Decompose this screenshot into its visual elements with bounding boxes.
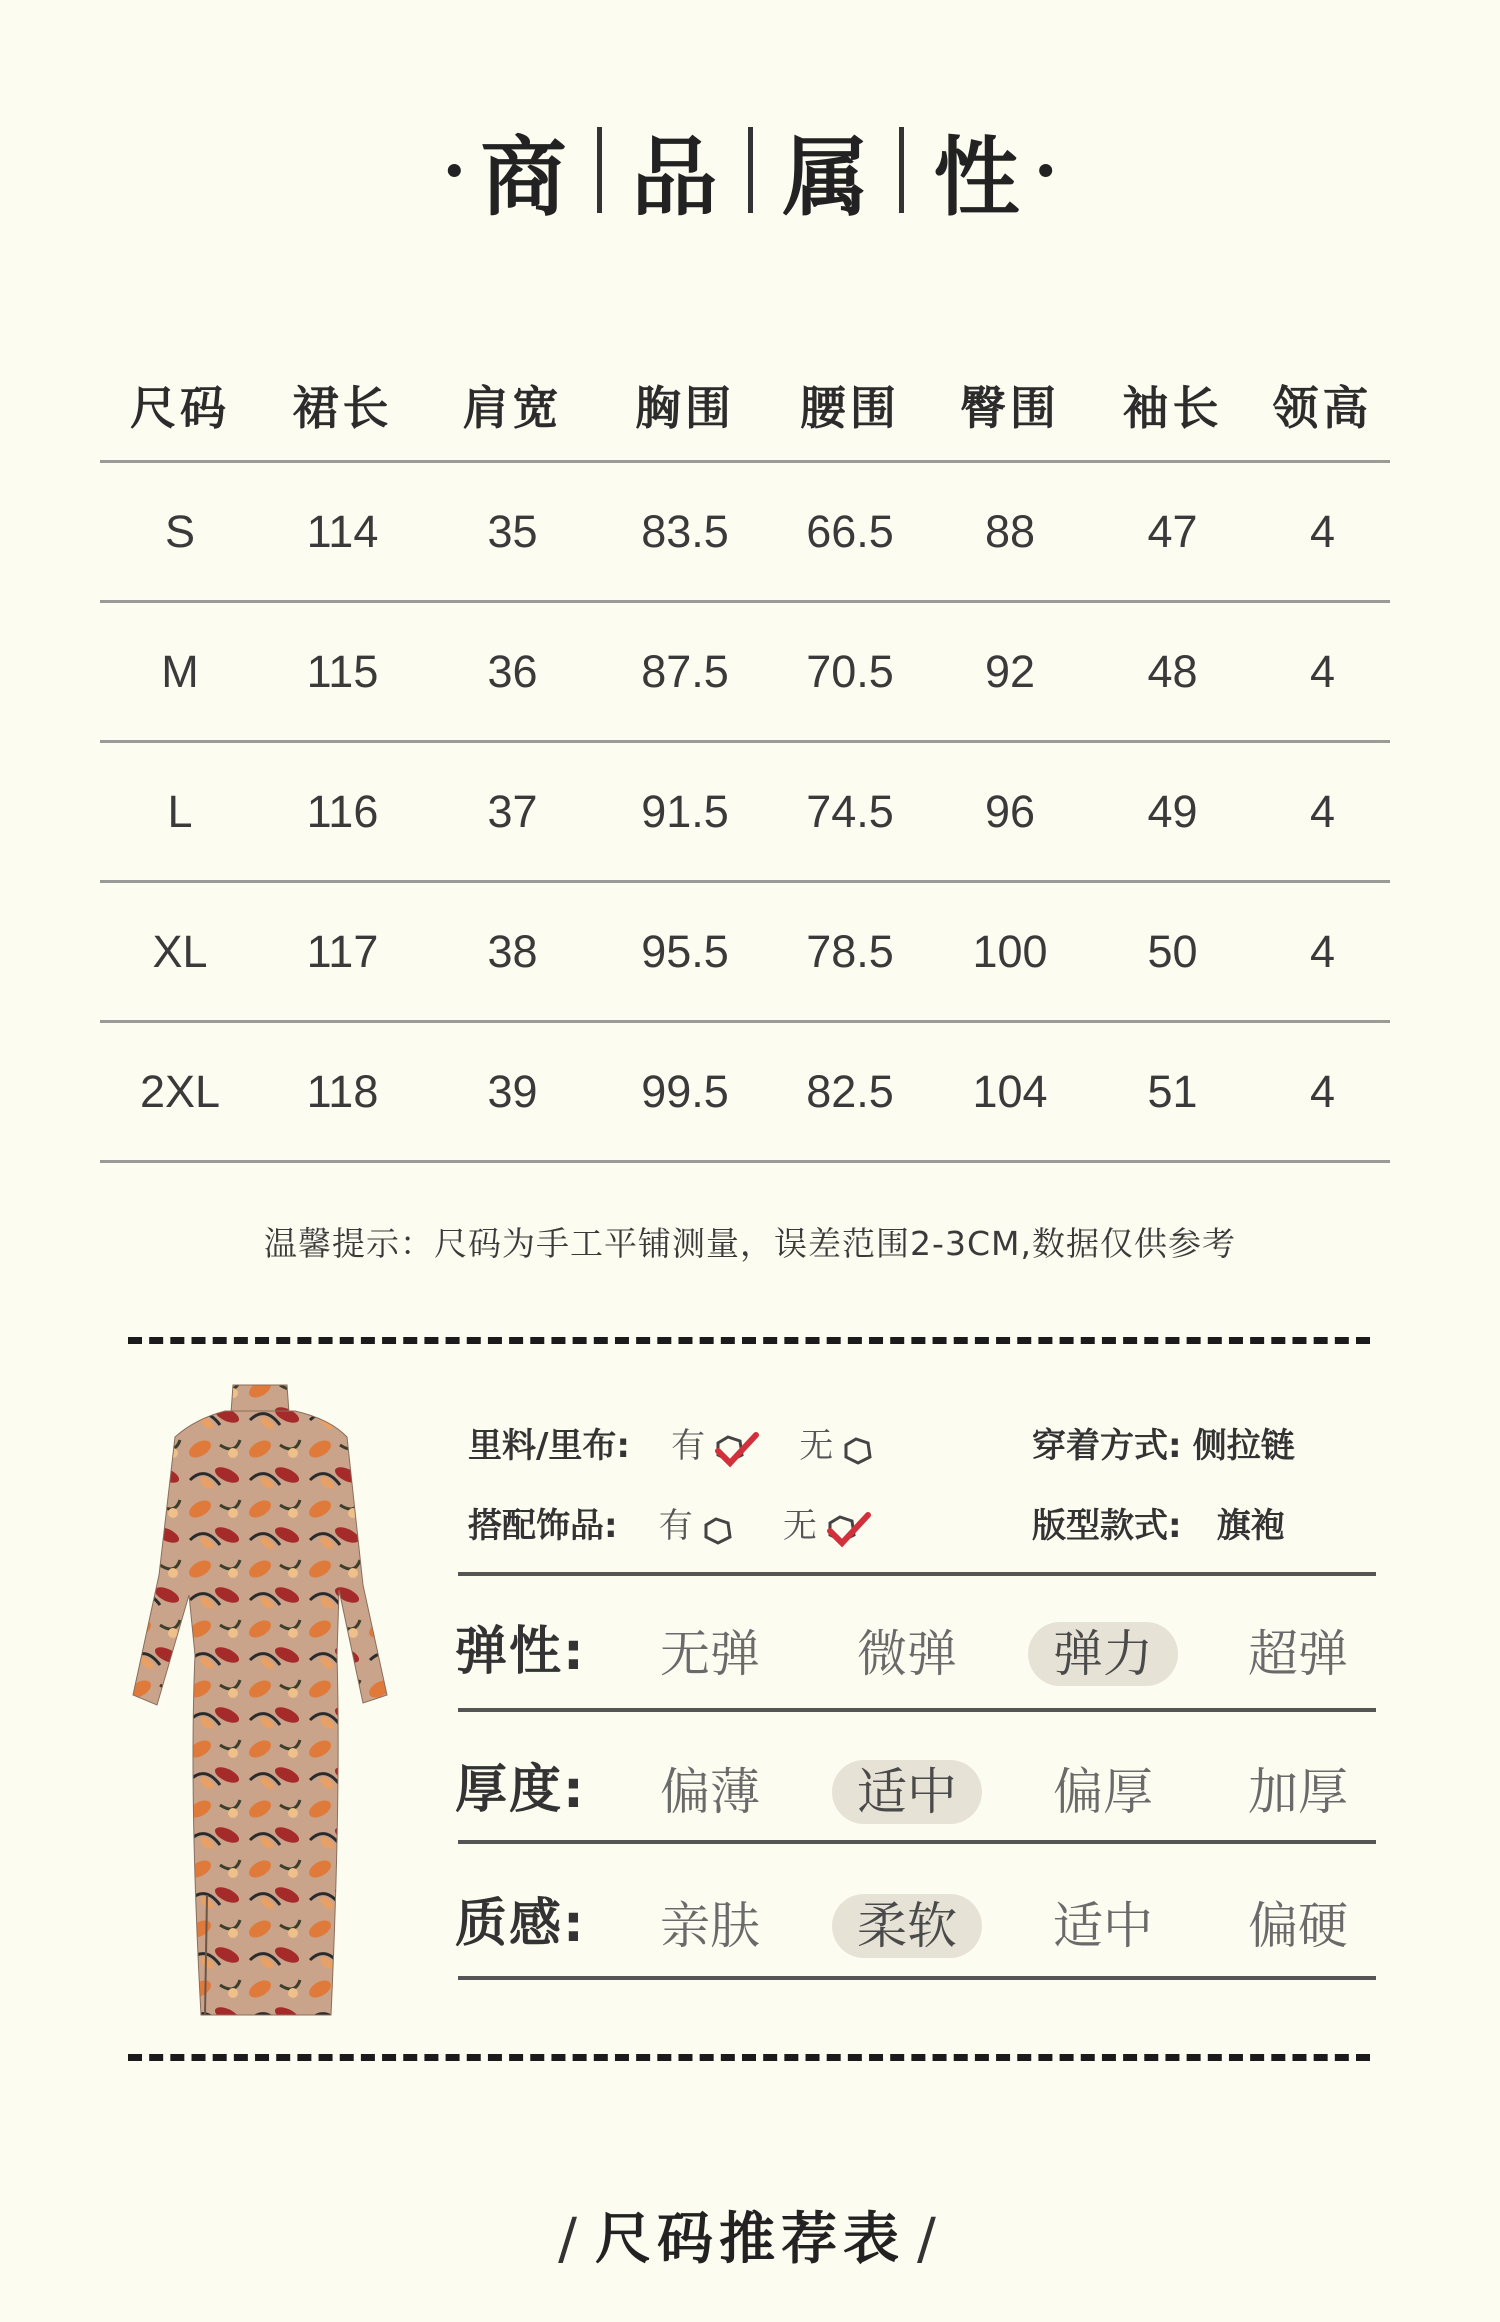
thickness-label: 厚度: [455, 1760, 586, 1820]
table-cell: S [164, 505, 195, 557]
wear-label: 穿着方式: [1032, 1426, 1182, 1466]
table-cell: XL [152, 925, 208, 977]
table-cell: 95.5 [641, 925, 729, 977]
thickness-row [455, 1730, 1375, 1850]
header-sleeve: 袖长 [1122, 381, 1223, 435]
style-value: 旗袍 [1216, 1506, 1285, 1546]
title-dot-right: · [1033, 128, 1058, 212]
slash-right-icon: / [917, 2207, 942, 2272]
table-cell: 99.5 [641, 1065, 729, 1117]
wear-value: 侧拉链 [1192, 1426, 1295, 1466]
elasticity-option: 无弹 [660, 1625, 760, 1683]
scale-divider [458, 1976, 1376, 1980]
table-row [100, 1020, 1390, 1163]
table-cell: 47 [1147, 505, 1198, 557]
table-cell: 66.5 [806, 505, 894, 557]
table-cell: 78.5 [806, 925, 894, 977]
table-cell: 36 [487, 645, 538, 697]
accessories-yes: 有 [658, 1506, 693, 1546]
elasticity-row [455, 1592, 1375, 1712]
header-bust: 胸围 [635, 381, 735, 435]
thickness-option: 偏厚 [1053, 1763, 1153, 1821]
table-cell: 35 [487, 505, 538, 557]
elasticity-option: 超弹 [1248, 1625, 1348, 1683]
table-cell: 96 [984, 785, 1036, 837]
size-recommend-label: 尺码推荐表 [595, 2207, 905, 2272]
texture-option-selected: 柔软 [832, 1894, 982, 1958]
table-cell: 51 [1147, 1065, 1198, 1117]
table-row [100, 740, 1390, 880]
header-collar: 领高 [1272, 381, 1373, 435]
size-table-header [100, 350, 1390, 460]
table-cell: 38 [487, 925, 538, 977]
measurement-note: 温馨提示：尺码为手工平铺测量，误差范围2-3CM,数据仅供参考 [264, 1224, 1236, 1263]
header-size: 尺码 [130, 381, 230, 435]
unchecked-icon [698, 1511, 738, 1555]
elasticity-option: 微弹 [857, 1625, 957, 1683]
title-divider [597, 127, 602, 213]
header-shoulder: 肩宽 [462, 381, 563, 435]
title-char: 性 [933, 127, 1020, 228]
slash-left-icon: / [558, 2207, 583, 2272]
texture-option: 偏硬 [1248, 1897, 1348, 1955]
header-dress-length: 裙长 [292, 381, 393, 435]
table-cell: 115 [306, 645, 379, 697]
thickness-option: 加厚 [1248, 1763, 1348, 1821]
table-cell: 2XL [139, 1065, 221, 1117]
table-cell: 83.5 [641, 505, 729, 557]
table-cell: 114 [306, 505, 379, 557]
table-cell: 88 [984, 505, 1036, 557]
attr-divider [458, 1572, 1376, 1576]
title-char: 属 [782, 127, 869, 228]
table-cell: 4 [1309, 645, 1336, 697]
table-cell: 4 [1309, 1065, 1336, 1117]
table-cell: 70.5 [806, 645, 894, 697]
lining-label: 里料/里布: [468, 1426, 631, 1466]
table-cell: 49 [1147, 785, 1198, 837]
title-char: 品 [631, 127, 718, 228]
table-cell: 48 [1147, 645, 1198, 697]
table-cell: 117 [306, 925, 379, 977]
checked-icon [822, 1511, 872, 1555]
table-cell: 82.5 [806, 1065, 894, 1117]
table-cell: 4 [1309, 925, 1336, 977]
title-divider [899, 127, 904, 213]
scale-divider [458, 1840, 1376, 1844]
accessories-label: 搭配饰品: [468, 1506, 618, 1546]
dashed-divider [128, 2054, 1370, 2061]
table-cell: 92 [984, 645, 1036, 697]
table-cell: 104 [972, 1065, 1048, 1117]
checked-icon [710, 1431, 760, 1475]
wear-attr [1032, 1418, 1295, 1467]
table-cell: 74.5 [806, 785, 894, 837]
size-recommend-title [0, 2195, 1500, 2275]
texture-option: 亲肤 [660, 1897, 760, 1955]
thickness-option-selected: 适中 [832, 1760, 982, 1824]
table-cell: 39 [487, 1065, 538, 1117]
table-cell: 100 [972, 925, 1048, 977]
table-cell: M [161, 645, 199, 697]
lining-yes: 有 [671, 1426, 706, 1466]
texture-label: 质感: [455, 1894, 586, 1954]
table-cell: 4 [1309, 505, 1336, 557]
header-waist: 腰围 [800, 381, 900, 435]
lining-attr [468, 1418, 878, 1475]
lining-no: 无 [799, 1426, 834, 1466]
header-hip: 臀围 [960, 381, 1060, 435]
scale-divider [458, 1708, 1376, 1712]
table-cell: 116 [306, 785, 379, 837]
elasticity-label: 弹性: [455, 1622, 586, 1682]
style-attr [1032, 1498, 1285, 1547]
title-dot-left: · [442, 128, 467, 212]
elasticity-option-selected: 弹力 [1028, 1622, 1178, 1686]
table-cell: 87.5 [641, 645, 729, 697]
table-cell: 50 [1147, 925, 1198, 977]
texture-row [455, 1864, 1375, 1984]
style-label: 版型款式: [1032, 1506, 1182, 1546]
unchecked-icon [838, 1431, 878, 1475]
table-cell: 91.5 [641, 785, 729, 837]
title-divider [748, 127, 753, 213]
table-cell: L [167, 785, 193, 837]
accessories-attr [468, 1498, 872, 1555]
table-cell: 4 [1309, 785, 1336, 837]
texture-option: 适中 [1053, 1897, 1153, 1955]
table-cell: 118 [306, 1065, 379, 1117]
dashed-divider [128, 1337, 1370, 1344]
table-cell: 37 [487, 785, 538, 837]
title-char: 商 [480, 127, 567, 228]
dress-image [125, 1375, 395, 2025]
table-row [100, 600, 1390, 740]
page-title [0, 108, 1500, 232]
table-row [100, 460, 1390, 600]
size-table [100, 350, 1390, 1163]
accessories-no: 无 [782, 1506, 817, 1546]
thickness-option: 偏薄 [660, 1763, 760, 1821]
table-row [100, 880, 1390, 1020]
